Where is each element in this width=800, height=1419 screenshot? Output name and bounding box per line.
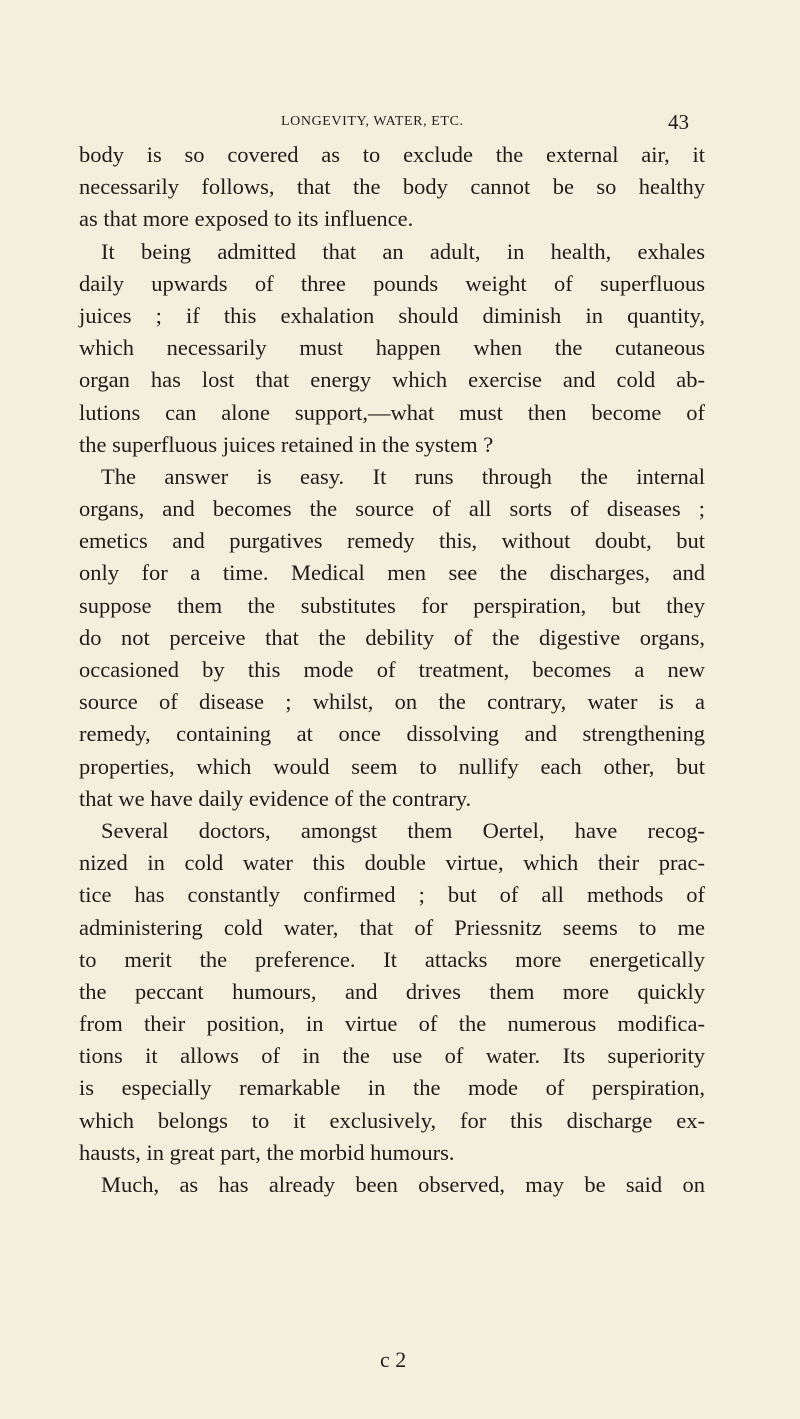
- body-text: [79, 139, 705, 1201]
- text-line: hausts, in great part, the morbid humours.: [79, 1139, 455, 1165]
- running-title: LONGEVITY, WATER, ETC.: [281, 114, 464, 129]
- text-line: It being admitted that an adult, in health, exhales: [101, 238, 705, 264]
- text-line: body is so covered as to exclude the external air, it: [79, 142, 705, 167]
- text-line: organ has lost that energy which exercise and cold ab-: [79, 367, 705, 393]
- text-line: organs, and becomes the source of all sorts of diseases ;: [79, 496, 705, 522]
- text-line: Much, as has already been observed, may be said on: [101, 1172, 705, 1197]
- signature-mark: c 2: [380, 1347, 407, 1372]
- text-line: occasioned by this mode of treatment, becomes a new: [79, 657, 705, 682]
- text-line: suppose them the substitutes for perspiration, but they: [79, 592, 705, 618]
- text-line: that we have daily evidence of the contrary.: [79, 785, 472, 811]
- text-line: properties, which would seem to nullify each other, but: [79, 753, 705, 779]
- text-line: necessarily follows, that the body cannot be so healthy: [79, 174, 705, 200]
- text-line: the peccant humours, and drives them more quickly: [79, 978, 705, 1004]
- text-line: remedy, containing at once dissolving and strengthening: [79, 721, 705, 747]
- text-line: tice has constantly confirmed ; but of all methods of: [79, 882, 705, 908]
- text-line: which belongs to it exclusively, for this discharge ex-: [79, 1107, 705, 1133]
- text-line: is especially remarkable in the mode of perspiration,: [79, 1075, 705, 1101]
- text-line: only for a time. Medical men see the discharges, and: [79, 560, 705, 586]
- text-line: daily upwards of three pounds weight of superfluous: [79, 270, 705, 296]
- text-line: as that more exposed to its influence.: [79, 206, 414, 232]
- text-line: to merit the preference. It attacks more energetically: [79, 946, 705, 972]
- text-line: which necessarily must happen when the cutaneous: [79, 335, 705, 361]
- text-line: source of disease ; whilst, on the contrary, water is a: [79, 689, 705, 715]
- text-line: tions it allows of in the use of water. Its superiority: [79, 1043, 705, 1069]
- text-line: the superfluous juices retained in the system ?: [79, 431, 494, 457]
- text-line: lutions can alone support,—what must then become of: [79, 399, 705, 425]
- text-line: from their position, in virtue of the numerous modifica-: [79, 1011, 705, 1037]
- text-line: juices ; if this exhalation should diminish in quantity,: [79, 302, 705, 328]
- text-line: do not perceive that the debility of the digestive organs,: [79, 624, 705, 650]
- text-line: Several doctors, amongst them Oertel, have recog-: [101, 817, 705, 843]
- text-line: nized in cold water this double virtue, which their prac-: [79, 850, 705, 876]
- text-line: emetics and purgatives remedy this, without doubt, but: [79, 528, 705, 554]
- running-head: [0, 110, 800, 138]
- text-line: The answer is easy. It runs through the internal: [101, 463, 705, 489]
- text-line: administering cold water, that of Priessnitz seems to me: [79, 914, 705, 940]
- page-number: 43: [668, 110, 689, 134]
